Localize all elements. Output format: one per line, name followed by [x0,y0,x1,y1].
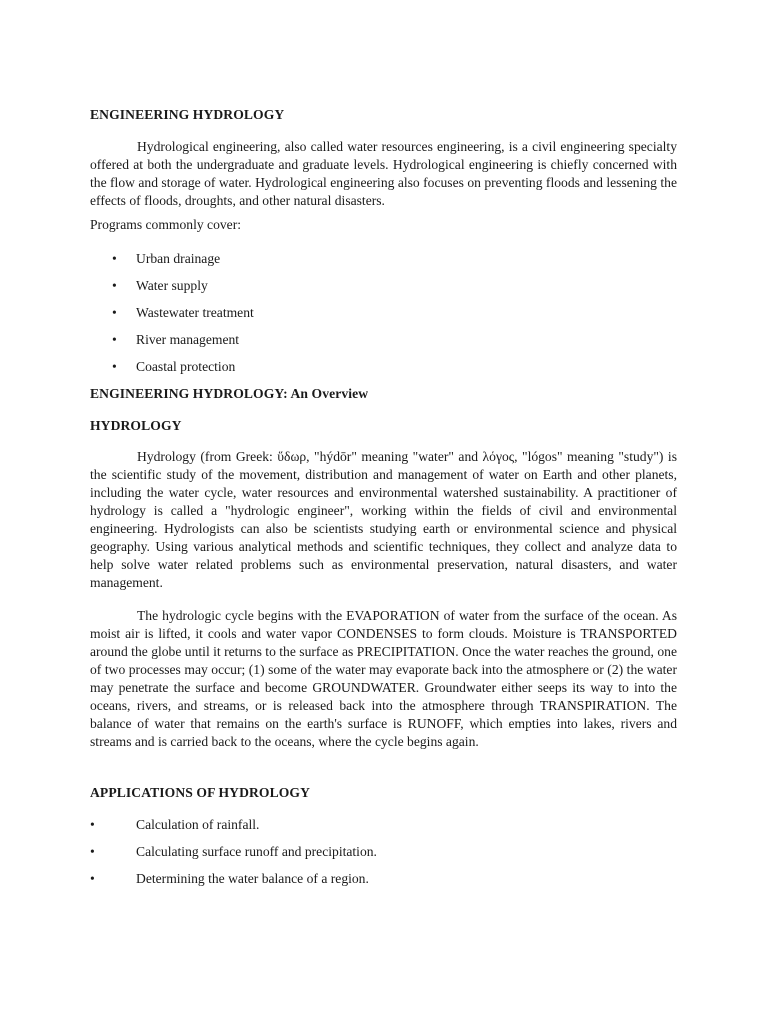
bullet-icon: • [112,278,117,293]
list-item [90,843,677,861]
section-title-engineering-hydrology: ENGINEERING HYDROLOGY [90,107,285,122]
programs-list [90,250,677,376]
list-item-text: River management [136,332,240,347]
list-item [90,304,677,322]
section-title-applications: APPLICATIONS OF HYDROLOGY [90,785,311,800]
bullet-icon: • [112,251,117,266]
applications-list [90,816,677,888]
section-title-overview: ENGINEERING HYDROLOGY: An Overview [90,386,369,401]
list-item [90,816,677,834]
section-title-hydrology: HYDROLOGY [90,418,182,433]
bullet-icon: • [112,359,117,374]
document-page [90,106,677,897]
list-item-text: Calculating surface runoff and precipitation. [136,844,377,859]
bullet-icon: • [90,817,95,832]
bullet-icon: • [112,332,117,347]
bullet-icon: • [90,871,95,886]
list-item-text: Wastewater treatment [136,305,254,320]
intro-paragraph: Hydrological engineering, also called water resources engineering, is a civil engineering specialty offered at both the undergraduate and graduate levels. Hydrological engineering is chiefly concerned with the flow and storage of water. Hydrological engineering also focuses on preventing floods and lessening the effects of floods, droughts, and other natural disasters. [90,139,677,208]
list-item [90,277,677,295]
list-item [90,358,677,376]
hydrologic-cycle-paragraph: The hydrologic cycle begins with the EVAPORATION of water from the surface of the ocean. As moist air is lifted, it cools and water vapor CONDENSES to form clouds. Moisture is TRANSPORTED around the globe until it returns to the surface as PRECIPITATION. Once the water reaches the ground, one of two processes may occur; (1) some of the water may evaporate back into the atmosphere or (2) the water may penetrate the surface and become GROUNDWATER. Groundwater either seeps its way to into the oceans, rivers, and streams, or is released back into the atmosphere through TRANSPIRATION. The balance of water that remains on the earth's surface is RUNOFF, which empties into lakes, rivers and streams and is carried back to the oceans, where the cycle begins again. [90,608,677,749]
list-item-text: Calculation of rainfall. [136,817,260,832]
list-item-text: Water supply [136,278,208,293]
list-item [90,870,677,888]
list-item [90,250,677,268]
programs-label: Programs commonly cover: [90,217,242,232]
list-item-text: Urban drainage [136,251,221,266]
list-item-text: Coastal protection [136,359,236,374]
bullet-icon: • [90,844,95,859]
list-item-text: Determining the water balance of a region. [136,871,369,886]
bullet-icon: • [112,305,117,320]
list-item [90,331,677,349]
hydrology-definition-paragraph: Hydrology (from Greek: ὕδωρ, "hýdōr" meaning "water" and λόγος, "lógos" meaning "study") is the scientific study of the movement, distribution and management of water on Earth and other planets, including the water cycle, water resources and environmental watershed sustainability. A practitioner of hydrology is called a "hydrologic engineer", working within the fields of civil and environmental engineering. Hydrologists can also be scientists studying earth or environmental science and physical geography. Using various analytical methods and scientific techniques, they collect and analyze data to help solve water related problems such as environmental preservation, natural disasters, and water management. [90,449,677,590]
